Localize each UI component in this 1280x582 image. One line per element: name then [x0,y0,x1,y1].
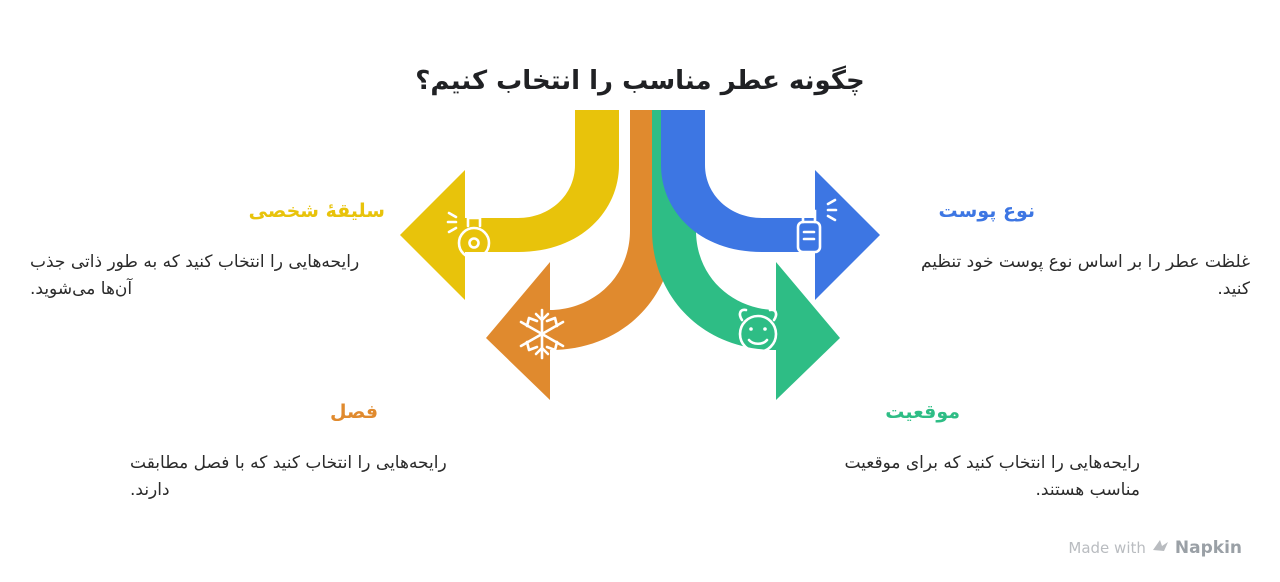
description-season: رایحه‌هایی را انتخاب کنید که با فصل مطابقت دارند. [130,453,447,501]
napkin-logo-icon [1152,539,1169,557]
watermark-prefix: Made with [1068,539,1146,557]
napkin-watermark [1068,538,1242,558]
label-occasion: موقعیت [885,401,960,423]
description-skin-type: غلظت عطر را بر اساس نوع پوست خود تنظیم کنید. [920,252,1250,300]
label-personal-taste: سلیقهٔ شخصی [248,200,385,222]
label-season: فصل [330,401,379,423]
arrow-personal-taste [400,110,619,300]
description-occasion: رایحه‌هایی را انتخاب کنید که برای موقعیت مناسب هستند. [844,453,1140,501]
label-skin-type: نوع پوست [938,200,1035,222]
curved-arrow-diagram [390,110,890,400]
page-title: چگونه عطر مناسب را انتخاب کنیم؟ [415,66,865,96]
watermark-brand: Napkin [1174,538,1242,558]
description-personal-taste: رایحه‌هایی را انتخاب کنید که به طور ذاتی جذب آن‌ها می‌شوید. [30,252,360,300]
